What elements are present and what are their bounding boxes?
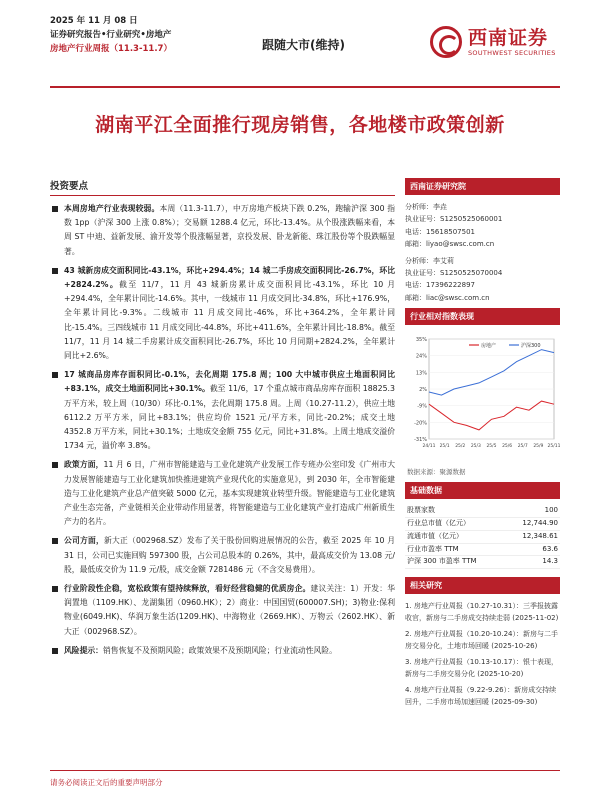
logo-en: SOUTHWEST SECURITIES bbox=[468, 49, 556, 57]
basics-heading: 基础数据 bbox=[405, 482, 560, 499]
basic-key: 行业总市值（亿元） bbox=[407, 519, 470, 528]
x-tick-label: 25/5 bbox=[486, 444, 497, 450]
chart-heading: 行业相对指数表现 bbox=[405, 308, 560, 325]
index-chart bbox=[405, 331, 560, 465]
bullet-lead: 17 城商品房库存面积同比-0.1%，去化周期 175.8 周；100 大中城市供应土地面积同比+83.1%，成交土地面积同比+30.1%。 bbox=[64, 370, 395, 394]
y-tick-label: -9% bbox=[417, 403, 427, 410]
chart-svg bbox=[405, 331, 560, 461]
report-date: 2025 年 11 月 08 日 bbox=[50, 16, 138, 26]
basic-key: 沪深 300 市盈率 TTM bbox=[407, 557, 477, 566]
related-report-link[interactable]: 2. 房地产行业周报（10.20-10.24）：新房与二手房交易分化，土地市场回暖 (2025-10-26) bbox=[405, 630, 559, 651]
bullet-item bbox=[50, 264, 395, 363]
bullet-item bbox=[50, 534, 395, 577]
weekly-title: 房地产行业周报（11.3-11.7） bbox=[50, 44, 172, 54]
institute-heading: 西南证券研究院 bbox=[405, 178, 560, 195]
rating: 跟随大市(维持) bbox=[262, 38, 345, 52]
basic-value: 12,744.90 bbox=[522, 519, 558, 528]
analyst-license: 执业证号：S1250525070004 bbox=[405, 269, 503, 278]
basic-value: 63.6 bbox=[542, 544, 558, 553]
basic-row bbox=[405, 518, 560, 531]
y-tick-label: 13% bbox=[415, 370, 427, 377]
related-report-link[interactable]: 1. 房地产行业周报（10.27-10.31）：三季报披露收官，新房与二手房成交持续走弱 (2025-11-02) bbox=[405, 602, 559, 623]
y-tick-label: 35% bbox=[415, 337, 427, 344]
analyst-phone: 电话：17396222897 bbox=[405, 281, 475, 290]
bullet-lead: 政策方面， bbox=[64, 460, 104, 470]
y-tick-label: 2% bbox=[419, 387, 427, 394]
x-tick-label: 25/9 bbox=[533, 444, 544, 450]
legend-label: 房地产 bbox=[481, 343, 497, 350]
analyst-block bbox=[405, 255, 560, 305]
bullet-item bbox=[50, 458, 395, 529]
analyst-phone: 电话：15618507501 bbox=[405, 227, 475, 236]
analyst-name: 分析师：李艾莉 bbox=[405, 256, 454, 265]
bullet-text: 本周（11.3-11.7），中万房地产板块下跌 0.2%，跑输沪深 300 指数 1pp（沪深 300 上涨 0.8%）；交易额 1288.4 亿元，环比-13.4%。从个股涨跌幅来看，本周 ST 中迪、益新发展、渝开发等个股涨幅显著，京投发展、卧龙新能、珠江股份等个股跌幅显著。 bbox=[64, 204, 396, 256]
bullet-text: 截至 11/6，17 个重点城市商品房库存面积 18825.3 万平方米，较上周（10/30）环比-0.1%，去化周期 175.8 周。上周（10.27-11.2），供应土地 6112.2 万平方米，同比+83.1%；供应均价 1521 元/平方米，同比-20.2%；成交土地 4352.8 万平方米，同比+30.1%；土地成交金额 755 亿元，同比+31.8%。上周土地成交溢价 1734 元，溢价率 3.8%。 bbox=[64, 384, 395, 451]
sidebar bbox=[405, 178, 560, 712]
bullet-item bbox=[50, 582, 395, 639]
related-heading: 相关研究 bbox=[405, 577, 560, 594]
basic-value: 100 bbox=[544, 506, 558, 515]
basic-key: 股票家数 bbox=[407, 506, 435, 515]
analyst-name: 分析师：李垚 bbox=[405, 203, 447, 211]
basic-key: 流通市值（亿元） bbox=[407, 531, 463, 540]
x-tick-label: 25/1 bbox=[439, 444, 450, 450]
chart-source: 数据来源：聚源数据 bbox=[407, 468, 466, 477]
bullet-text: 新大正（002968.SZ）发布了关于股份回购进展情况的公告，截至 2025 年 10 月 31 日，公司已实施回购 597300 股，占公司总股本的 0.26%，其中，最高成交价为 13.08 元/股，最低成交价为 11.9 元/股，成交金额 7281486 元（不含交易费用）。 bbox=[64, 536, 395, 574]
bullet-text: 11 月 6 日，广州市智能建造与工业化建筑产业发展工作专班办公室印发《广州市大力发展智能建造与工业化建筑加快推进建筑产业现代化的实施意见》，到 2030 年，全市智能建造与工业化建筑产业总产值突破 5000 亿元，基本实现建筑业转型升级。智能建造与工业化建筑产业生态完备，产业链相关企业带动作用显著，将智能建造与工业化建筑产业打造成广州新质生产力的名片。 bbox=[64, 460, 395, 527]
bullet-lead: 行业阶段性企稳，宽松政策有望持续释放，看好经营稳健的优质房企。 bbox=[64, 584, 311, 594]
y-tick-label: -20% bbox=[414, 420, 427, 427]
related-report-link[interactable]: 4. 房地产行业周报（9.22-9.26）：新房成交持续回升，二手房市场加速回暖 (2025-09-30) bbox=[405, 686, 557, 707]
y-tick-label: -31% bbox=[414, 437, 427, 444]
x-tick-label: 25/3 bbox=[470, 444, 481, 450]
bullet-item bbox=[50, 644, 395, 658]
logo-cn: 西南证券 bbox=[468, 27, 549, 49]
x-tick-label: 24/11 bbox=[422, 444, 436, 450]
bullet-lead: 43 城新房成交面积同比-43.1%，环比+294.4%；14 城二手房成交面积同比-26.7%，环比+2824.2%。 bbox=[64, 265, 395, 290]
x-tick-label: 25/2 bbox=[455, 444, 466, 450]
x-tick-label: 25/11 bbox=[547, 444, 560, 450]
section-heading: 投资要点 bbox=[50, 178, 395, 196]
analyst-block bbox=[405, 201, 560, 251]
basic-row bbox=[405, 531, 560, 544]
bullet-text: 销售恢复不及预期风险；政策效果不及预期风险；行业流动性风险。 bbox=[102, 645, 337, 655]
basic-value: 12,348.61 bbox=[522, 531, 558, 540]
report-type: 证券研究报告•行业研究•房地产 bbox=[50, 30, 172, 40]
x-tick-label: 25/6 bbox=[502, 444, 513, 450]
investment-summary bbox=[50, 178, 395, 663]
bullet-item bbox=[50, 368, 395, 453]
company-logo bbox=[430, 26, 556, 58]
logo-mark-icon bbox=[430, 26, 462, 58]
x-tick-label: 25/7 bbox=[517, 444, 528, 450]
bullet-lead: 公司方面， bbox=[64, 536, 104, 546]
bullet-text: 建议关注：1）开发：华润置地（1109.HK）、龙湖集团（0960.HK）；2）商业：中国国贸(600007.SH)；3)物业:保利物业(6049.HK)、华润万象生活(1209.HK)、中海物业（2669.HK）、万物云（2602.HK）、新大正（002968.SZ）。 bbox=[64, 584, 395, 636]
analyst-license: 执业证号：S1250525060001 bbox=[405, 215, 503, 224]
bullet-lead: 本周房地产行业表现较弱。 bbox=[64, 204, 160, 213]
header-meta bbox=[50, 14, 172, 56]
report-title: 湖南平江全面推行现房销售，各地楼市政策创新 bbox=[95, 114, 505, 136]
bullet-text: 截至 11/7，11 月 43 城新房累计成交面积同比-43.1%，环比 10 月+294.4%，全年累计同比-14.6%。其中，一线城市 11 月成交同比-34.8%，环比+176.9%，全年累计同比-9.3%。二线城市 11 月成交同比-46%，环比+364.2%，全年累计同比-15.4%。三四线城市 11 月成交同比-44.8%，环比+411.6%，全年累计同比-18.8%。截至 11/7，11 月 14 城二手房累计成交面积同比-26.7%，环比 10 月同期+2824.2%，全年累计同比+2.6%。 bbox=[64, 280, 395, 361]
header-divider bbox=[50, 86, 560, 88]
bullet-item bbox=[50, 202, 395, 259]
basic-row bbox=[405, 544, 560, 557]
related-report-link[interactable]: 3. 房地产行业周报（10.13-10.17）：银十表现，新房与二手房交易分化 (2025-10-20) bbox=[405, 658, 559, 679]
analyst-email[interactable]: 邮箱：liac@swsc.com.cn bbox=[405, 293, 490, 302]
analyst-email[interactable]: 邮箱：liyao@swsc.com.cn bbox=[405, 240, 495, 249]
bullet-lead: 风险提示： bbox=[64, 645, 103, 655]
basic-row bbox=[405, 505, 560, 518]
basic-key: 行业市盈率 TTM bbox=[407, 544, 459, 553]
legend-label: 沪深300 bbox=[521, 343, 541, 350]
basic-row bbox=[405, 556, 560, 569]
footer-disclaimer: 请务必阅读正文后的重要声明部分 bbox=[50, 770, 560, 788]
basic-value: 14.3 bbox=[542, 557, 558, 566]
y-tick-label: 24% bbox=[415, 353, 427, 360]
